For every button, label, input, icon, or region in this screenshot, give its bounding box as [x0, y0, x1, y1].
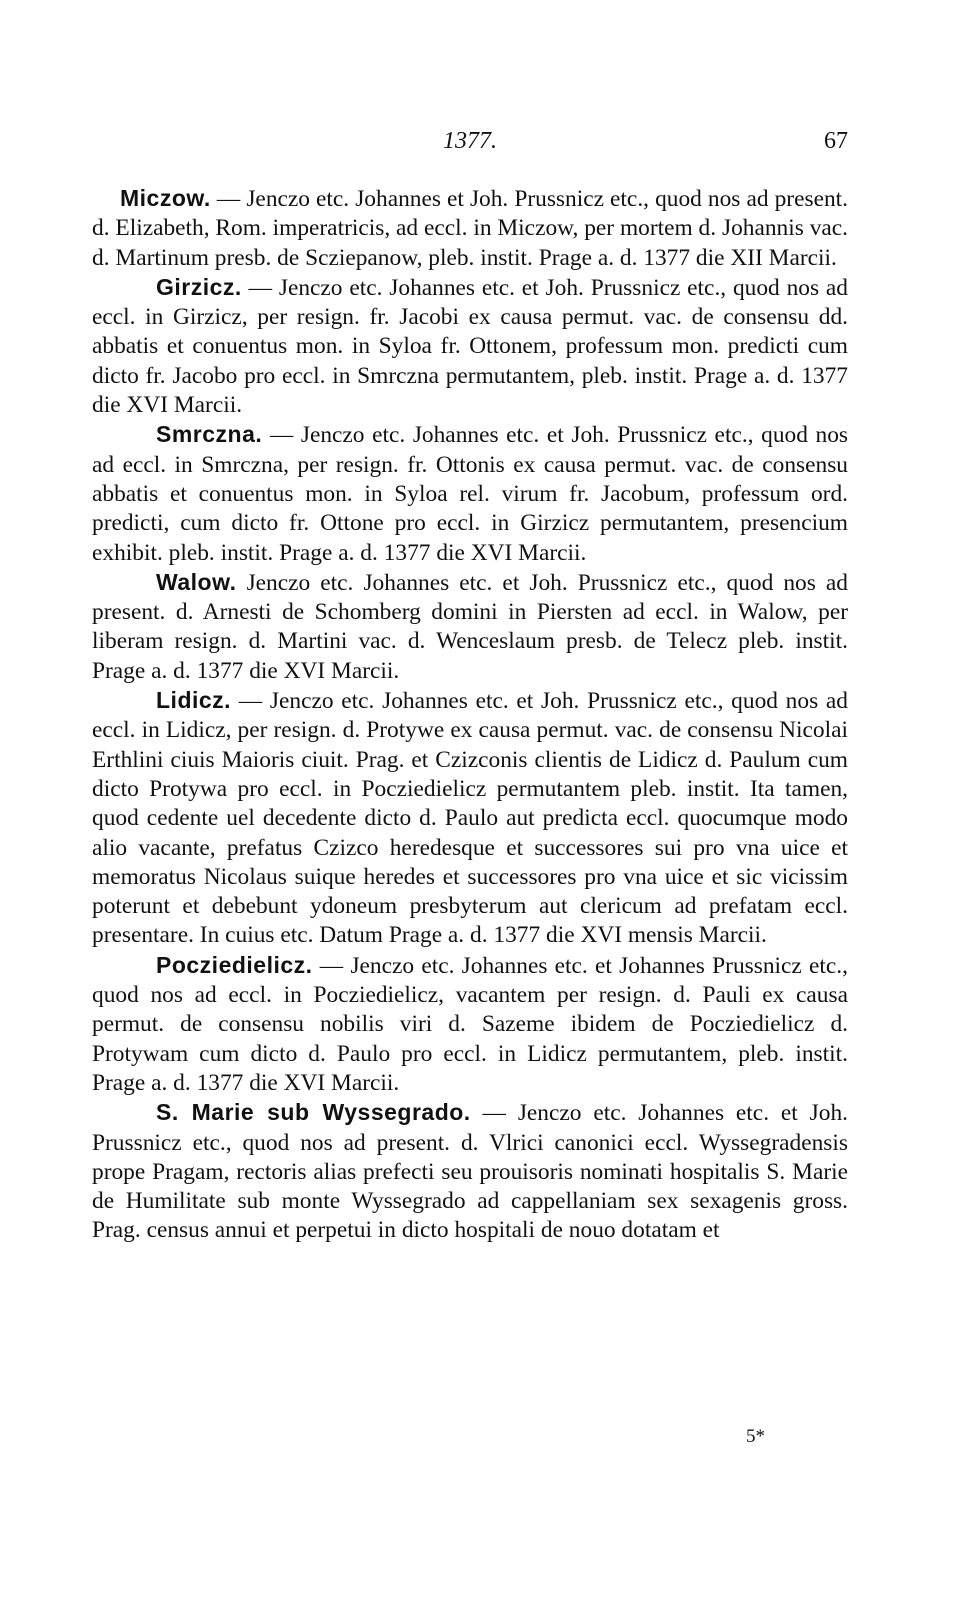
entry-text: — Jenczo etc. Johannes etc. et Joh. Prussnicz etc., quod nos ad present. d. Vlrici canonici eccl. Wyssegradensis prope Pragam, rectoris alias prefecti seu prouisoris nominati hospitalis S. Marie de Humilitate sub monte Wyssegrado ad cappellaniam sex sexagenis gross. Prag. census annui et perpetui in dicto hospitali de nouo dotatam et — [92, 1100, 848, 1244]
entry-place-name: Smrczna. — [156, 421, 263, 448]
entry-pocziedielicz — [92, 951, 848, 1098]
signature-mark: 5* — [746, 1426, 765, 1447]
entry-text: Jenczo etc. Johannes etc. et Joh. Prussnicz etc., quod nos ad present. d. Arnesti de Schomberg domini in Piersten ad eccl. in Walow, per liberam resign. d. Martini vac. d. Wenceslaum presb. de Telecz pleb. instit. Prage a. d. 1377 die XVI Marcii. — [92, 569, 848, 684]
entry-text: — Jenczo etc. Johannes etc. et Joh. Prussnicz etc., quod nos ad eccl. in Lidicz, per resign. d. Protywe ex causa permut. vac. de consensu Nicolai Erthlini ciuis Maioris ciuit. Prag. et Czizconis clientis de Lidicz d. Paulum cum dicto Protywa pro eccl. in Pocziedielicz permutantem pleb. instit. Ita tamen, quod cedente uel decedente dicto d. Paulo aut predicta eccl. quocumque modo alio vacante, prefatus Czizco heredesque et successores sui pro vna uice et memoratus Nicolaus suique heredes et successores pro vna uice et sic vicissim poterunt et debebunt ydoneum presbyterum aut clericum ad prefatam eccl. presentare. In cuius etc. Datum Prage a. d. 1377 die XVI mensis Marcii. — [92, 688, 848, 949]
entry-text: — Jenczo etc. Johannes etc. et Joh. Prussnicz etc., quod nos ad eccl. in Smrczna, per resign. fr. Ottonis ex causa permut. vac. de consensu abbatis et conuentus mon. in Syloa rel. virum fr. Jacobum, professum ord. predicti, cum dicto fr. Ottone pro eccl. in Girzicz permutantem, presencium exhibit. pleb. instit. Prage a. d. 1377 die XVI Marcii. — [92, 422, 848, 566]
entry-place-name: Girzicz. — [156, 273, 242, 300]
entry-girzicz — [92, 273, 848, 420]
entry-text: — Jenczo etc. Johannes et Joh. Prussnicz etc., quod nos ad present. d. Elizabeth, Rom. imperatricis, ad eccl. in Miczow, per mortem d. Johannis vac. d. Martinum presb. de Scziepanow, pleb. instit. Prage a. d. 1377 die XII Marcii. — [92, 186, 848, 271]
entry-place-name: Pocziedielicz. — [156, 951, 313, 978]
entry-miczow — [92, 184, 848, 273]
entry-text: — Jenczo etc. Johannes etc. et Joh. Prussnicz etc., quod nos ad eccl. in Girzicz, per resign. fr. Jacobi ex causa permut. vac. de consensu dd. abbatis et conuentus mon. in Syloa fr. Ottonem, professum mon. predicti cum dicto fr. Jacobo pro eccl. in Smrczna permutantem, pleb. instit. Prage a. d. 1377 die XVI Marcii. — [92, 274, 848, 419]
running-head-year: 1377. — [443, 128, 497, 154]
entry-lidicz — [92, 686, 848, 951]
entry-place-name: Walow. — [156, 568, 237, 595]
entry-walow — [92, 568, 848, 686]
entry-place-name: S. Marie sub Wyssegrado. — [156, 1099, 471, 1126]
page-header — [92, 128, 848, 160]
entry-place-name: Lidicz. — [156, 687, 232, 714]
entry-place-name: Miczow. — [120, 185, 211, 211]
page-number: 67 — [824, 128, 848, 154]
body-text — [92, 184, 848, 1246]
entry-text: — Jenczo etc. Johannes etc. et Johannes Prussnicz etc., quod nos ad eccl. in Pocziedielicz, vacantem per resign. d. Pauli ex causa permut. de consensu nobilis viri d. Sazeme ibidem de Pocziedielicz d. Protywam cum dicto d. Paulo pro eccl. in Lidicz permutantem, pleb. instit. Prage a. d. 1377 die XVI Marcii. — [92, 952, 848, 1096]
entry-smrczna — [92, 420, 848, 567]
entry-s-marie-sub-wyssegrado — [92, 1098, 848, 1245]
